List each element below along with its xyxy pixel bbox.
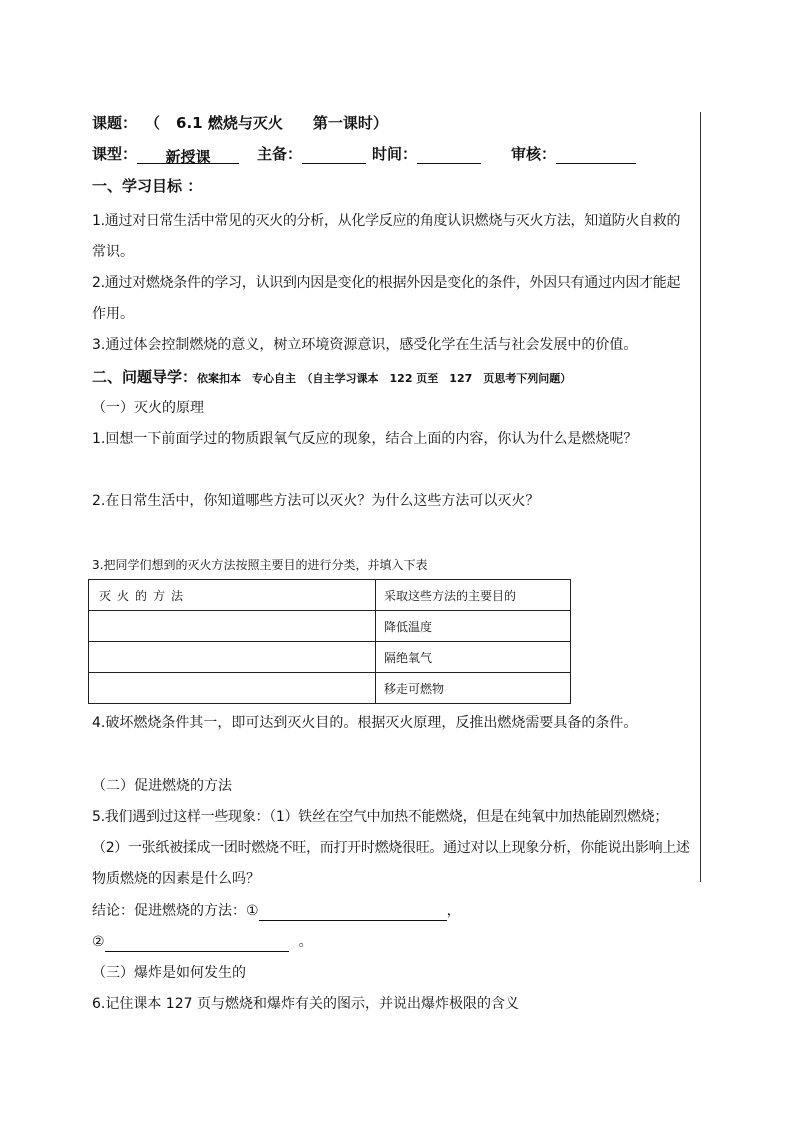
topic-session: 第一课时） [312,114,388,132]
section-heading-goals: 一、学习目标 ： [92,177,203,195]
margin-rule [700,112,701,882]
question-6: 6.记住课本 127 页与燃烧和爆炸有关的图示，并说出爆炸极限的含义 [92,996,519,1012]
conclusion-answer-2[interactable] [105,935,289,952]
goal-2-line-2: 作用。 [92,306,134,322]
topic-title: 6.1 燃烧与灭火 [176,114,283,132]
header-purpose: 采取这些方法的主要目的 [376,580,571,611]
time-field[interactable] [417,147,481,164]
conclusion-end: 。 [298,934,313,950]
question-1: 1.回想一下前面学过的物质跟氧气反应的现象，结合上面的内容，你认为什么是燃烧呢？ [92,431,638,447]
preparer-label: 主备： [257,145,303,163]
conclusion-label: 结论：促进燃烧的方法：① [92,903,259,919]
question-5-line-1: 5.我们遇到过这样一些现象：（1）铁丝在空气中加热不能燃烧，但是在纯氧中加热能剧烈燃烧； [92,809,669,825]
type-field[interactable]: 新授课 [137,147,239,164]
preparer-field[interactable] [302,147,366,164]
topic-open: （ [145,114,161,132]
conclusion-second-marker: ② [92,934,105,950]
time-label: 时间： [372,145,418,163]
review-label: 审核： [511,145,557,163]
conclusion-comma: ， [446,903,461,919]
topic-line [92,113,388,133]
goal-1-line-1: 1.通过对日常生活中常见的灭火的分析，从化学反应的角度认识燃烧与灭火方法，知道防火自救的 [92,213,681,229]
review-field[interactable] [556,147,636,164]
extinguish-methods-table [88,579,571,704]
goal-2-line-1: 2.通过对燃烧条件的学习，认识到内因是变化的根据外因是变化的条件，外因只有通过内因才能起 [92,275,681,291]
topic-label: 课题： [92,114,138,132]
goal-1-line-2: 常识。 [92,244,134,260]
purpose-cell: 降低温度 [376,611,571,642]
question-5-line-3: 物质燃烧的因素是什么吗？ [92,871,260,887]
type-label: 课型： [92,145,138,163]
question-4: 4.破坏燃烧条件其一，即可达到灭火目的。根据灭火原理，反推出燃烧需要具备的条件。 [92,715,638,731]
header-method: 灭火的方法 [89,580,376,611]
subheading-explosion: （三）爆炸是如何发生的 [92,965,246,981]
conclusion-answer-1[interactable] [259,904,447,921]
section-heading-questions [92,367,571,389]
conclusion-line-1 [92,901,461,921]
table-row [89,642,571,673]
course-info-line [92,144,636,164]
subheading-promote-combustion: （二）促进燃烧的方法 [92,778,232,794]
goal-3: 3.通过体会控制燃烧的意义，树立环境资源意识，感受化学在生活与社会发展中的价值。 [92,337,638,353]
method-cell[interactable] [89,642,376,673]
table-header-row [89,580,571,611]
subheading-extinguish-principle: （一）灭火的原理 [92,400,204,416]
conclusion-line-2 [92,932,313,952]
table-row [89,611,571,642]
purpose-cell: 移走可燃物 [376,673,571,704]
method-cell[interactable] [89,673,376,704]
question-2: 2.在日常生活中，你知道哪些方法可以灭火？为什么这些方法可以灭火？ [92,493,540,509]
study-guide-note: 依案扣本 专心自主 （自主学习课本 122 页至 127 页思考下列问题） [197,372,572,385]
purpose-cell: 隔绝氧气 [376,642,571,673]
question-5-line-2: （2）一张纸被揉成一团时燃烧不旺，而打开时燃烧很旺。通过对以上现象分析，你能说出影响上述 [92,840,690,856]
questions-heading: 二、问题导学： [92,368,198,386]
question-3: 3.把同学们想到的灭火方法按照主要目的进行分类，并填入下表 [92,558,428,572]
table-row [89,673,571,704]
method-cell[interactable] [89,611,376,642]
